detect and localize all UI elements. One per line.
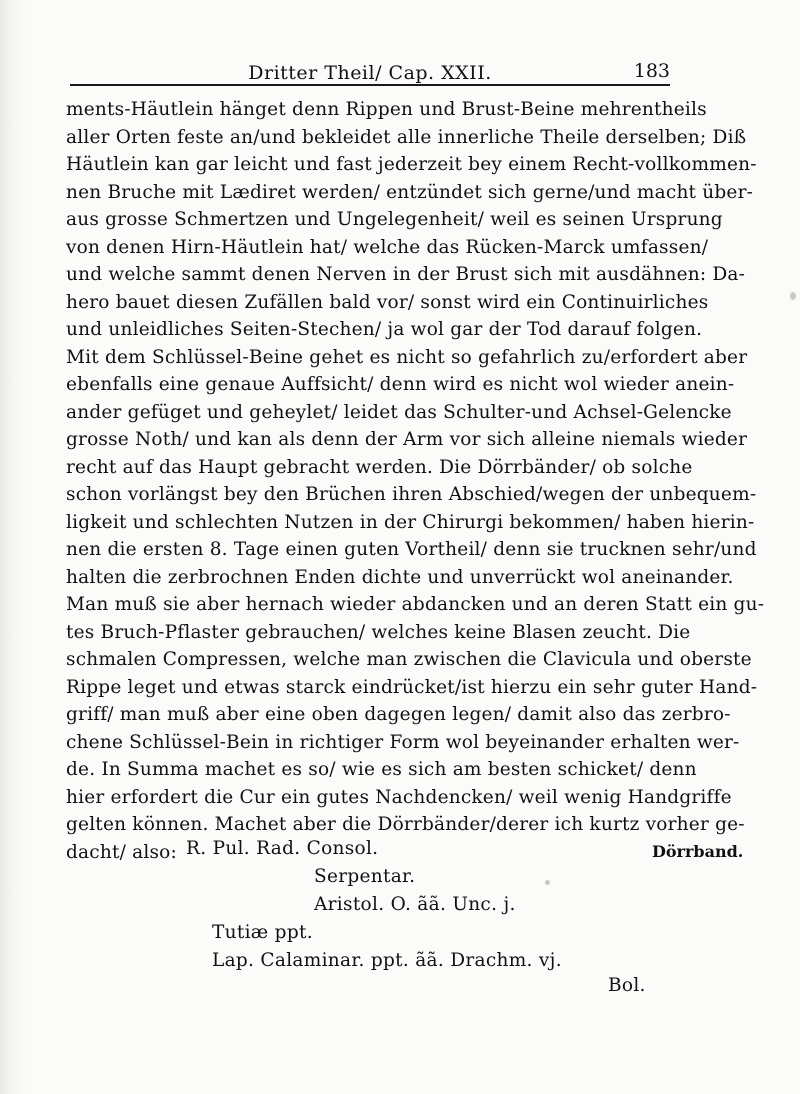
text-line: von denen Hirn-Häutlein hat/ welche das Rücken-Marck umfassen/ — [66, 236, 709, 258]
text-line: recht auf das Haupt gebracht werden. Die Dörrbänder/ ob solche — [66, 456, 693, 478]
page-number: 183 — [628, 60, 670, 82]
text-line: und welche sammt denen Nerven in der Brust sich mit ausdähnen: Da- — [66, 264, 746, 285]
recipe-line: R. Pul. Rad. Consol. — [186, 838, 379, 859]
recipe-line: Bol. — [608, 975, 646, 996]
text-line: de. In Summa machet es so/ wie es sich am besten schicket/ denn — [66, 759, 697, 780]
text-line: ments-Häutlein hänget denn Rippen und Brust-Beine mehrentheils — [66, 99, 707, 120]
text-line: schon vorlängst bey den Brüchen ihren Abschied/wegen der unbequem- — [66, 484, 757, 505]
recipe-line: Tutiæ ppt. — [212, 922, 313, 943]
text-line: ligkeit und schlechten Nutzen in der Chirurgi bekommen/ haben hierin- — [66, 511, 755, 533]
text-line: dacht/ also: — [66, 841, 177, 863]
text-line: nen Bruche mit Lædiret werden/ entzündet sich gerne/und macht über- — [66, 181, 754, 203]
text-line: Mit dem Schlüssel-Beine gehet es nicht so gefahrlich zu/erfordert aber — [66, 346, 748, 368]
text-line: aus grosse Schmertzen und Ungelegenheit/ weil es seinen Ursprung — [66, 209, 723, 230]
recipe-line: Aristol. O. ãã. Unc. j. — [314, 894, 516, 915]
recipe-line: Serpentar. — [314, 866, 416, 887]
text-line: grosse Noth/ und kan als denn der Arm vor sich alleine niemals wieder — [66, 429, 748, 450]
text-line: aller Orten feste an/und bekleidet alle innerliche Theile derselben; Diß — [66, 126, 747, 148]
text-line: tes Bruch-Pflaster gebrauchen/ welches keine Blasen zeucht. Die — [66, 621, 691, 643]
text-line: gelten können. Machet aber die Dörrbänder/derer ich kurtz vorher ge- — [66, 814, 745, 835]
header-rule — [70, 84, 670, 86]
text-line: griff/ man muß aber eine oben dagegen legen/ damit also das zerbro- — [66, 704, 731, 725]
ink-speck — [790, 292, 796, 300]
text-line: und unleidliches Seiten-Stechen/ ja wol gar der Tod darauf folgen. — [66, 319, 703, 340]
ink-speck — [545, 880, 550, 885]
text-line: schmalen Compressen, welche man zwischen die Clavicula und oberste — [66, 649, 752, 670]
text-line: hier erfordert die Cur ein gutes Nachdencken/ weil wenig Handgriffe — [66, 786, 732, 808]
running-header — [70, 62, 670, 88]
text-line: Man muß sie aber hernach wieder abdancken und an deren Statt ein gu- — [66, 594, 765, 615]
text-line: ebenfalls eine genaue Auffsicht/ denn wird es nicht wol wieder anein- — [66, 374, 735, 395]
text-line: ander gefüget und geheylet/ leidet das Schulter-und Achsel-Gelencke — [66, 401, 732, 423]
text-line: halten die zerbrochnen Enden dichte und unverrückt wol aneinander. — [66, 566, 734, 588]
text-line: chene Schlüssel-Bein in richtiger Form wol beyeinander erhalten wer- — [66, 731, 740, 753]
margin-note: Dörrband. — [652, 842, 744, 861]
header-title: Dritter Theil/ Cap. XXII. — [240, 62, 500, 84]
text-line: nen die ersten 8. Tage einen guten Vortheil/ denn sie trucknen sehr/und — [66, 539, 757, 560]
recipe-line: Lap. Calaminar. ppt. ãã. Drachm. vj. — [212, 950, 562, 971]
header-title-wrap — [70, 62, 670, 84]
text-line: Rippe leget und etwas starck eindrücket/ist hierzu ein sehr guter Hand- — [66, 676, 758, 698]
text-line: Häutlein kan gar leicht und fast jederzeit bey einem Recht-vollkommen- — [66, 154, 757, 175]
text-line: hero bauet diesen Zufällen bald vor/ sonst wird ein Continuirliches — [66, 291, 709, 313]
